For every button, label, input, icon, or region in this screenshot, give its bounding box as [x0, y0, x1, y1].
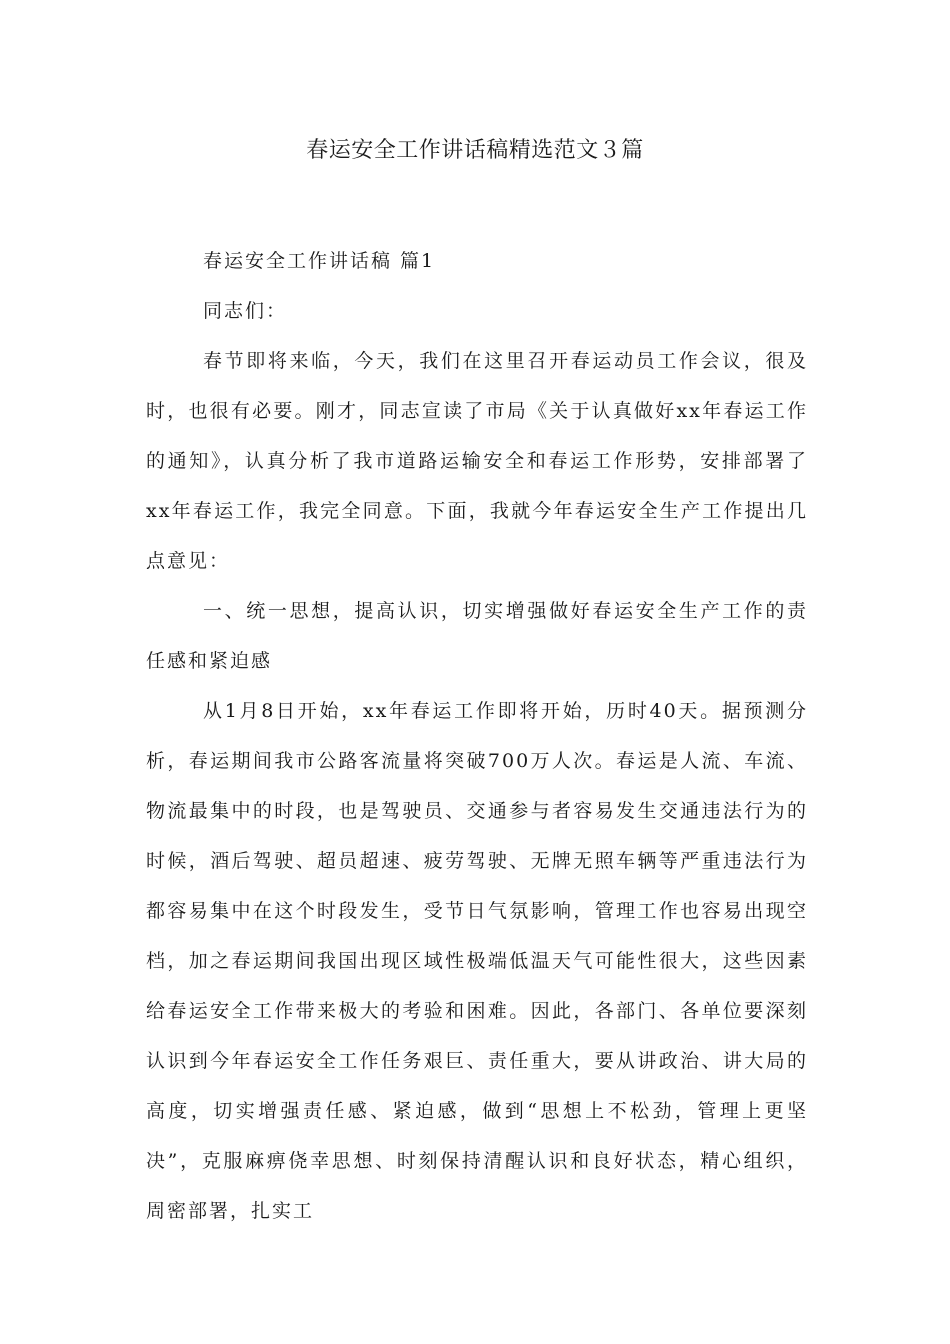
document-title: 春运安全工作讲话稿精选范文３篇	[306, 138, 644, 163]
section-heading-paragraph: 春运安全工作讲话稿 篇1	[203, 250, 436, 272]
document-body	[146, 236, 808, 1236]
point-one-body-paragraph: 从1月8日开始，xx年春运工作即将开始，历时40天。据预测分析，春运期间我市公路客流量将突破700万人次。春运是人流、车流、物流最集中的时段，也是驾驶员、交通参与者容易发生交通违法行为的时候，酒后驾驶、超员超速、疲劳驾驶、无牌无照车辆等严重违法行为都容易集中在这个时段发生，受节日气氛影响，管理工作也容易出现空档，加之春运期间我国出现区域性极端低温天气可能性很大，这些因素给春运安全工作带来极大的考验和困难。因此，各部门、各单位要深刻认识到今年春运安全工作任务艰巨、责任重大，要从讲政治、讲大局的高度，切实增强责任感、紧迫感，做到“思想上不松劲，管理上更坚决”，克服麻痹侥幸思想、时刻保持清醒认识和良好状态，精心组织，周密部署，扎实工	[146, 700, 808, 1222]
salutation-paragraph: 同志们：	[203, 300, 288, 322]
point-one-heading-paragraph: 一、统一思想，提高认识，切实增强做好春运安全生产工作的责任感和紧迫感	[146, 600, 808, 672]
opening-paragraph: 春节即将来临，今天，我们在这里召开春运动员工作会议，很及时，也很有必要。刚才，同志宣读了市局《关于认真做好xx年春运工作的通知》，认真分析了我市道路运输安全和春运工作形势，安排部署了xx年春运工作，我完全同意。下面，我就今年春运安全生产工作提出几点意见：	[146, 350, 808, 572]
